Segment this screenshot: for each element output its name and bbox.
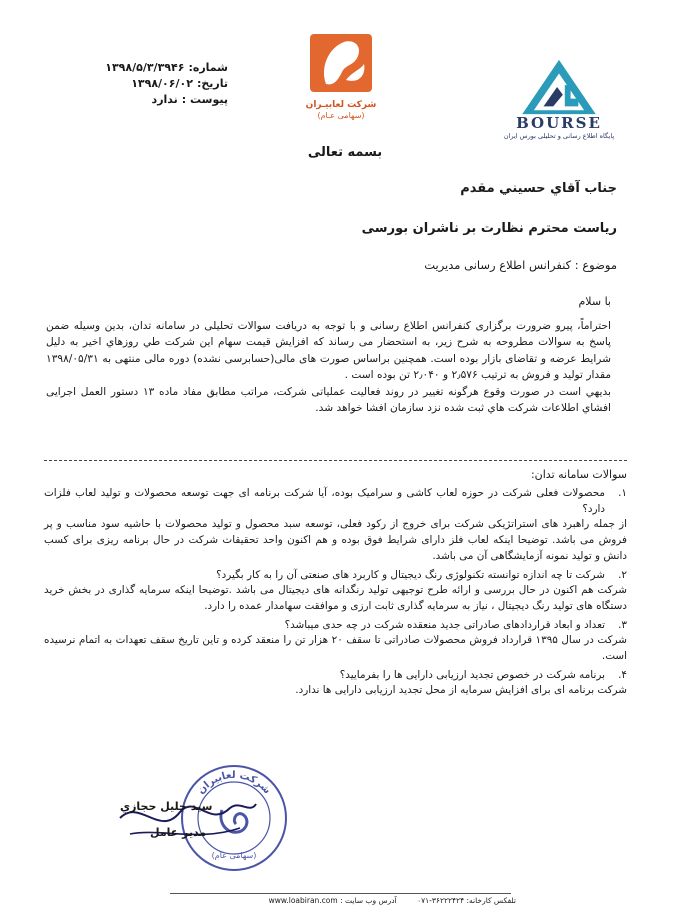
greeting: با سلام <box>578 295 611 308</box>
signer-title: مدیر عامل <box>150 826 207 839</box>
letter-date: تاریخ:۱۳۹۸/۰۶/۰۲ <box>131 77 228 90</box>
qa-question: برنامه شرکت در خصوص تجدید ارزیابی دارایی ها را بفرمایید؟ <box>339 668 605 681</box>
qa-answer: شرکت هم اکنون در حال بررسی و ارائه طرح توجیهی تولید رنگدانه های دیجیتال می باشد .توضیحا اینکه سرمایه گذاری در بخش خرید دستگاه های تولید رنگ دیجیتال ، نیاز به سرمایه گذاری ثابت ارزی و موافقت سهامدار عمده را دارد. <box>44 584 627 612</box>
signer-name: سید جلیل حجازي <box>120 800 213 813</box>
bourse-logo <box>503 58 615 140</box>
letter-footer <box>176 896 516 905</box>
letter-body <box>46 318 611 416</box>
stamp-company-type: (سهامی عام) <box>211 851 257 860</box>
qa-answer: شرکت در سال ۱۳۹۵ قرارداد فروش محصولات صادراتی تا سقف ۲۰ هزار تن را منعقد کرده و تاین تاریخ سقف تعهدات به اتمام نرسیده است. <box>44 634 627 663</box>
letter-number: شماره:۱۳۹۸/۵/۳/۳۹۴۶ <box>105 61 228 74</box>
handwritten-signature <box>110 788 260 858</box>
qa-item <box>44 668 627 699</box>
company-logo-icon <box>306 34 376 94</box>
qa-question: شرکت تا چه اندازه توانسته تکنولوژی رنگ دیجیتال و کاربرد های صنعتی آن را به کار بگیرد؟ <box>216 568 605 581</box>
stamp-company-name: شرکت لعابیران <box>195 769 273 797</box>
qa-question: تعداد و ابعاد قراردادهای صادراتی جدید منعقده شرکت در چه حدی میباشد؟ <box>284 618 605 631</box>
footer-website: www.loabiran.com <box>268 896 338 905</box>
recipient-title: رياست محترم نظارت بر ناشران بورسی <box>361 221 617 236</box>
qa-number: ۱. <box>618 487 627 499</box>
bourse-logo-icon <box>519 58 599 116</box>
bourse-description: پایگاه اطلاع رسانی و تحلیلی بورس ایران <box>503 132 615 140</box>
letter-subject: موضوع : کنفرانس اطلاع رسانی مديريت <box>424 258 617 272</box>
bismillah-heading: بسمه تعالی <box>307 145 383 160</box>
qa-item <box>44 486 627 565</box>
qa-number: ۳. <box>618 618 627 631</box>
qa-number: ۲. <box>618 568 627 581</box>
bourse-wordmark: BOURSE <box>516 114 602 132</box>
qa-answer: شرکت برنامه ای برای افزایش سرمایه از محل تجدید ارزیابی دارایی ها ندارد. <box>295 684 627 697</box>
qa-list <box>44 486 627 702</box>
letter-meta <box>48 60 228 108</box>
recipient-name: جناب آقاي حسيني مقدم <box>460 181 617 196</box>
section-divider <box>44 460 627 461</box>
footer-website-label: آدرس وب سایت : <box>340 896 397 905</box>
company-name: شرکت لعابیـران <box>305 100 377 110</box>
qa-section-title: سوالات سامانه تدان: <box>530 468 627 481</box>
qa-item <box>44 618 627 665</box>
qa-answer: از جمله راهبرد های استراتژیکی شرکت برای خروج از رکود فعلی، توسعه سبد محصول و تولید محصولات با حاشیه سود مناسب و پر فروش می باشد. توضیحا اینکه لعاب فلز دارای شرایط فوق بوده و هم اکنون واحد تحقیقات شرکت در حال برنامه ریزی برای کسب دانش و تولید نمونه آزمایشگاهی آن می باشد. <box>44 518 627 562</box>
company-type: (سهامی عـام) <box>317 111 365 120</box>
body-paragraph: بديهي است در صورت وقوع هرگونه تغيير در روند فعاليت عملياتی شرکت، مراتب مطابق مفاد ماده ۱۳ دستور العمل اجرايی افشاي اطلاعات شرکت هاي ثبت شده نزد سازمان افشا خواهد شد. <box>46 385 611 415</box>
footer-phone: تلفکس کارخانه: ۳۶۲۲۲۴۲۴-۰۷۱ <box>417 896 516 905</box>
qa-item <box>44 568 627 615</box>
footer-divider <box>170 893 511 894</box>
body-paragraph: احتراماً، پیرو ضرورت برگزاری کنفرانس اطلاع رسانی و با توجه به دریافت سوالات تحلیلی در سامانه تدان، بدین وسیله ضمن پاسخ به سوالات مطروحه به شرح زیر، به استحضار می رساند که افزایش قیمت سهام این شرکت طي روزهاي اخير به دليل شرايط عرضه و تقاضای بازار بوده است. همچنین براساس صورت های مالی(حسابرسی نشده) دوره مالی منتهی به ۱۳۹۸/۰۵/۳۱ مقدار تولید و فروش به ترتیب ۲٫۵۷۶ و ۲٫۰۴۰ تن بوده است . <box>46 320 611 382</box>
qa-question: محصولات فعلی شرکت در حوزه لعاب کاشی و سرامیک بوده، آیا شرکت برنامه ای جهت توسعه محصولات و تولید لعاب فلزات دارد؟ <box>44 487 605 515</box>
company-logo <box>300 34 382 121</box>
letter-attachment: پیوست :ندارد <box>151 93 228 106</box>
qa-number: ۴. <box>618 668 627 681</box>
